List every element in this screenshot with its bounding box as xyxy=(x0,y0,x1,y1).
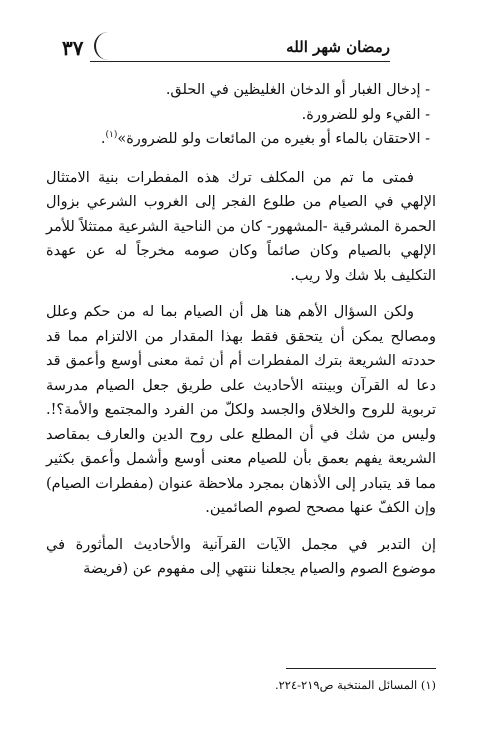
footnote-marker: (١) xyxy=(105,130,118,141)
paragraph: فمتى ما تم من المكلف ترك هذه المفطرات بنية الامتثال الإلهي في الصيام من طلوع الفجر إلى الغروب الشرعي بزوال الحمرة المشرقية -المشهور- كان من الناحية الشرعية ممتثلاً للأمر الإلهي بالصيام وكان صائماً وكان صومه مخرجاً له عن عهدة التكليف بلا شك ولا ريب. xyxy=(46,169,436,284)
list-item: - الاحتقان بالماء أو بغيره من المائعات ولو للضرورة»$^{(١)}$. xyxy=(100,130,430,147)
running-title: رمضان شهر الله xyxy=(286,38,390,56)
list-item: - القيء ولو للضرورة. xyxy=(301,106,430,123)
paragraph: ولكن السؤال الأهم هنا هل أن الصيام بما له من حكم وعلل ومصالح يمكن أن يتحقق فقط بهذا المقدار من الالتزام مما قد حددته الشريعة بترك المفطرات أم أن ثمة معنى أوسع وأعمق قد دعا له القرآن وبينته الأحاديث على طريق جعل الصيام مدرسة تربوية للروح والخلاق والجسد ولكلّ من الفرد والمجتمع والأمة؟!. وليس من شك في أن المطلع على روح الدين والعارف بمقاصد الشريعة يفهم بعمق بأن للصيام معنى أوسع وأشمل وأعمق بكثير مما قد يتبادر إلى الأذهان بمجرد ملاحظة عنوان (مفطرات الصيام) وإن الكفّ عنها مصحح لصوم الصائمين. xyxy=(46,304,436,516)
list xyxy=(46,78,436,152)
page-number: ٣٧ xyxy=(62,36,84,60)
running-header xyxy=(60,28,390,68)
list-item-text: - الاحتقان بالماء أو بغيره من المائعات ولو للضرورة» xyxy=(117,131,430,147)
bracket-ornament xyxy=(94,32,108,60)
footnote-rule xyxy=(286,668,436,669)
header-rule xyxy=(90,61,390,62)
body-text xyxy=(46,78,436,594)
list-item: - إدخال الغبار أو الدخان الغليظين في الحلق. xyxy=(165,82,430,98)
footnote: (١) المسائل المنتخبة ص٢١٩-٢٢٤. xyxy=(274,678,436,692)
paragraph: إن التدبر في مجمل الآيات القرآنية والأحاديث المأثورة في موضوع الصوم والصيام يجعلنا ننتهي إلى مفهوم عن (فريضة xyxy=(46,536,436,577)
